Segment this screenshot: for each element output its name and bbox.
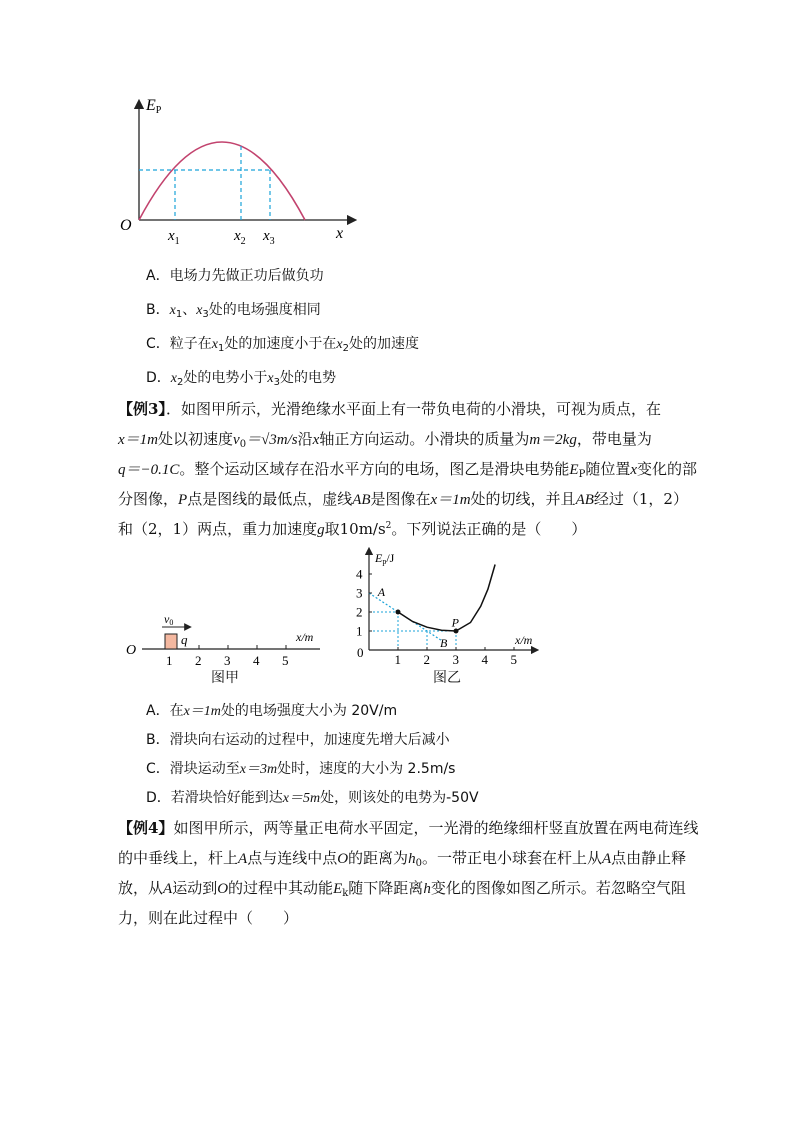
yi-x-tick-label: 4 [481, 652, 488, 665]
ep-curve [139, 142, 305, 220]
ex3-tag: 【例3】 [118, 400, 166, 418]
ex3-line4: 分图像，P点是图线的最低点，虚线AB是图像在x＝1m处的切线，并且AB经过（1，2） [118, 490, 688, 508]
yi-y-ticks [356, 567, 372, 639]
q3-option-c: C．滑块运动至x＝3m处时，速度的大小为 2.5m/s [146, 761, 456, 777]
tick-x3: $x_3$ [263, 228, 275, 247]
track-tick-1: 1 [166, 653, 173, 668]
slider-block [165, 634, 177, 649]
yi-y-tick-label: 4 [356, 566, 363, 582]
q2-option-b: B．$x_1$、$x_3$处的电场强度相同 [146, 302, 321, 320]
yi-x-tick-label: 3 [452, 652, 459, 665]
yi-y-tick-label: 1 [356, 623, 363, 639]
q3-option-a: A．在x＝1m处的电场强度大小为 20V/m [146, 703, 398, 719]
yi-y-tick-label: 2 [356, 604, 363, 620]
q3-option-d: D．若滑块恰好能到达x＝5m处，则该处的电势为-50V [146, 790, 479, 806]
yi-y-tick-label: 3 [356, 585, 363, 601]
q3-option-b: B．滑块向右运动的过程中，加速度先增大后减小 [146, 732, 450, 748]
label-p: P [451, 615, 459, 630]
label-b: B [440, 636, 448, 650]
track-origin: O [126, 643, 137, 658]
yi-y-axis-label: Ep/J [375, 551, 395, 566]
q2-option-d: D．$x_2$处的电势小于$x_3$处的电势 [146, 370, 336, 388]
tangent-point [396, 610, 401, 615]
ep-x-graph [110, 90, 370, 250]
origin-label: O [120, 217, 132, 234]
q2-option-a: A．电场力先做正功后做负功 [146, 268, 324, 284]
ex3-line1: 【例3】．如图甲所示，光滑绝缘水平面上有一带负电荷的小滑块，可视为质点，在 [118, 400, 661, 418]
ex4-line4: 力，则在此过程中（ ） [118, 909, 299, 927]
ep-curve-yi [398, 565, 495, 632]
ex4-line1: 【例4】如图甲所示，两等量正电荷水平固定，一光滑的绝缘细杆竖直放置在两电荷连线 [118, 819, 699, 837]
track-tick-2: 2 [195, 653, 202, 668]
yi-x-axis-label: x/m [515, 633, 533, 647]
caption-jia: 图甲 [211, 670, 239, 686]
tick-x1: $x_1$ [168, 228, 180, 247]
caption-yi: 图乙 [433, 670, 461, 686]
ex3-line5: 和（2，1）两点，重力加速度g取$10m/s^2$。下列说法正确的是（ ） [118, 520, 587, 538]
point-p-marker [454, 629, 459, 634]
ex4-line3: 放，从A运动到O的过程中其动能$E_k$随下降距离h变化的图像如图乙所示。若忽略空气阻 [118, 879, 686, 899]
ex3-line2: x＝1m处以初速度$v_0=√3m/s$沿x轴正方向运动。小滑块的质量为m＝2kg，带电量为 [118, 430, 652, 450]
yi-origin: 0 [357, 645, 364, 660]
y-axis-label: EP [146, 97, 162, 116]
velocity-label: v0 [164, 612, 174, 627]
ex4-tag: 【例4】 [118, 819, 174, 837]
q2-option-c: C．粒子在$x_1$处的加速度小于在$x_2$处的加速度 [146, 336, 419, 354]
ex4-line2: 的中垂线上，杆上A点与连线中点O的距离为$h_0$。一带正电小球套在杆上从A点由静止释 [118, 849, 687, 869]
track-tick-5: 5 [282, 653, 289, 668]
track-axis-label: x/m [296, 630, 314, 644]
yi-x-tick-label: 5 [510, 652, 517, 665]
x-axis-label: x [336, 225, 344, 242]
yi-x-tick-label: 2 [423, 652, 430, 665]
track-tick-4: 4 [253, 653, 260, 668]
track-tick-3: 3 [224, 653, 231, 668]
figure-yi [345, 545, 545, 665]
label-a: A [377, 584, 386, 599]
yi-x-tick-label: 1 [394, 652, 401, 665]
ex3-line3: q＝−0.1C。整个运动区域存在沿水平方向的电场，图乙是滑块电势能$E_P$随位置x变化的部 [118, 460, 698, 480]
charge-label: q [181, 632, 188, 647]
tick-x2: $x_2$ [234, 228, 246, 247]
